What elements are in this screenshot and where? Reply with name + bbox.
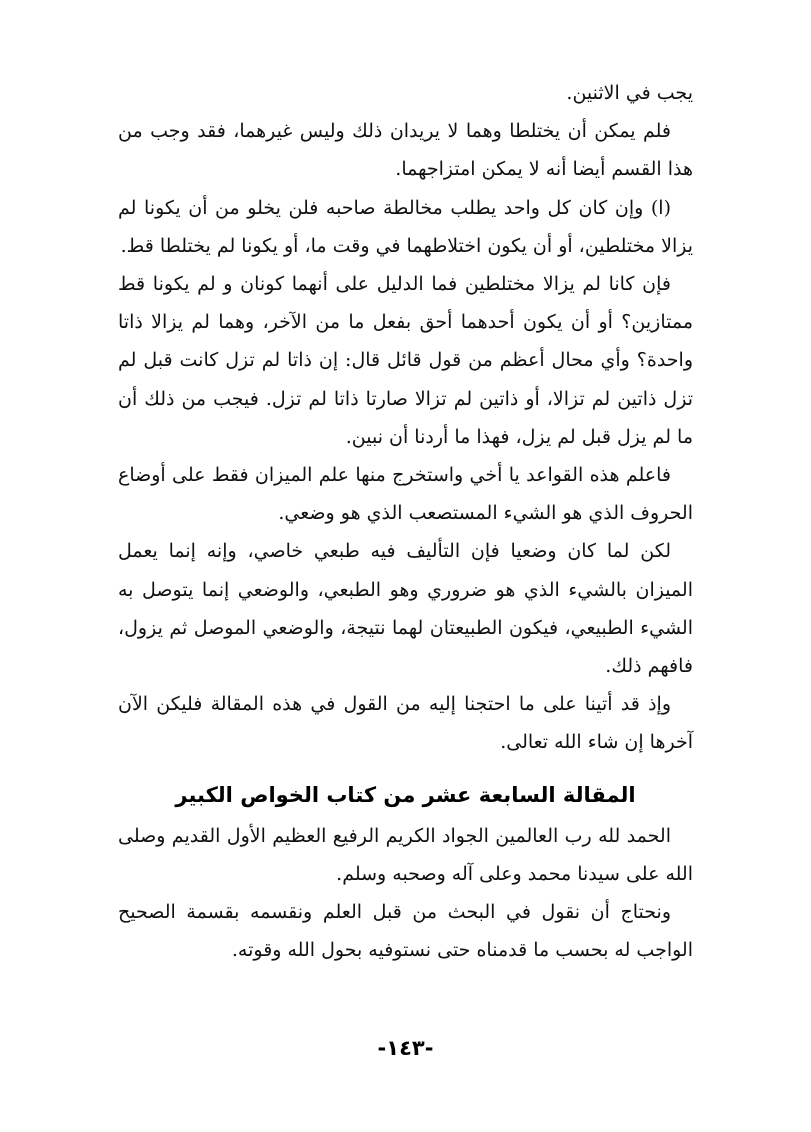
paragraph-continuation: يجب في الاثنين.: [566, 82, 693, 104]
paragraph: ونحتاج أن نقول في البحث من قبل العلم ونقسمه بقسمة الصحيح الواجب له بحسب ما قدمناه حتى نستوفيه بحول الله وقوته.: [118, 901, 693, 962]
paragraph: وإذ قد أتينا على ما احتجنا إليه من القول في هذه المقالة فليكن الآن آخرها إن شاء الله تعالى.: [118, 693, 693, 754]
section-heading: المقالة السابعة عشر من كتاب الخواص الكبير: [175, 782, 636, 807]
paragraph: فاعلم هذه القواعد يا أخي واستخرج منها علم الميزان فقط على أوضاع الحروف الذي هو الشيء المستصعب الذي هو وضعي.: [118, 464, 693, 525]
paragraph: لكن لما كان وضعيا فإن التأليف فيه طبعي خاصي، وإنه إنما يعمل الميزان بالشيء الذي هو ضروري وهو الطبعي، والوضعي إنما يتوصل به الشيء الطبيعي، فيكون الطبيعتان لهما نتيجة، والوضعي الموصل ثم يزول، فافهم ذلك.: [118, 540, 693, 678]
page-body: [118, 74, 693, 969]
paragraph: فإن كانا لم يزالا مختلطين فما الدليل على أنهما كونان و لم يكونا قط ممتازين؟ أو أن يكون أحدهما أحق بفعل ما من الآخر، وهما لم يزالا ذاتا واحدة؟ وأي محال أعظم من قول قائل قال: إن ذاتا لم تزل كانت قبل لم تزل ذاتين لم تزالا، أو ذاتين لم تزالا صارتا ذاتا لم تزل. فيجب من ذلك أن ما لم يزل قبل لم يزل، فهذا ما أردنا أن نبين.: [118, 273, 693, 448]
page-number: -١٤٣-: [377, 1036, 434, 1060]
paragraph: فلم يمكن أن يختلطا وهما لا يريدان ذلك وليس غيرهما، فقد وجب من هذا القسم أيضا أنه لا يمكن امتزاجهما.: [118, 120, 693, 181]
paragraph: الحمد لله رب العالمين الجواد الكريم الرفيع العظيم الأول القديم وصلى الله على سيدنا محمد وعلى آله وصحبه وسلم.: [118, 824, 693, 885]
paragraph: (ا) وإن كان كل واحد يطلب مخالطة صاحبه فلن يخلو من أن يكونا لم يزالا مختلطين، أو أن يكون اختلاطهما في وقت ما، أو يكونا لم يختلطا قط.: [118, 196, 693, 257]
